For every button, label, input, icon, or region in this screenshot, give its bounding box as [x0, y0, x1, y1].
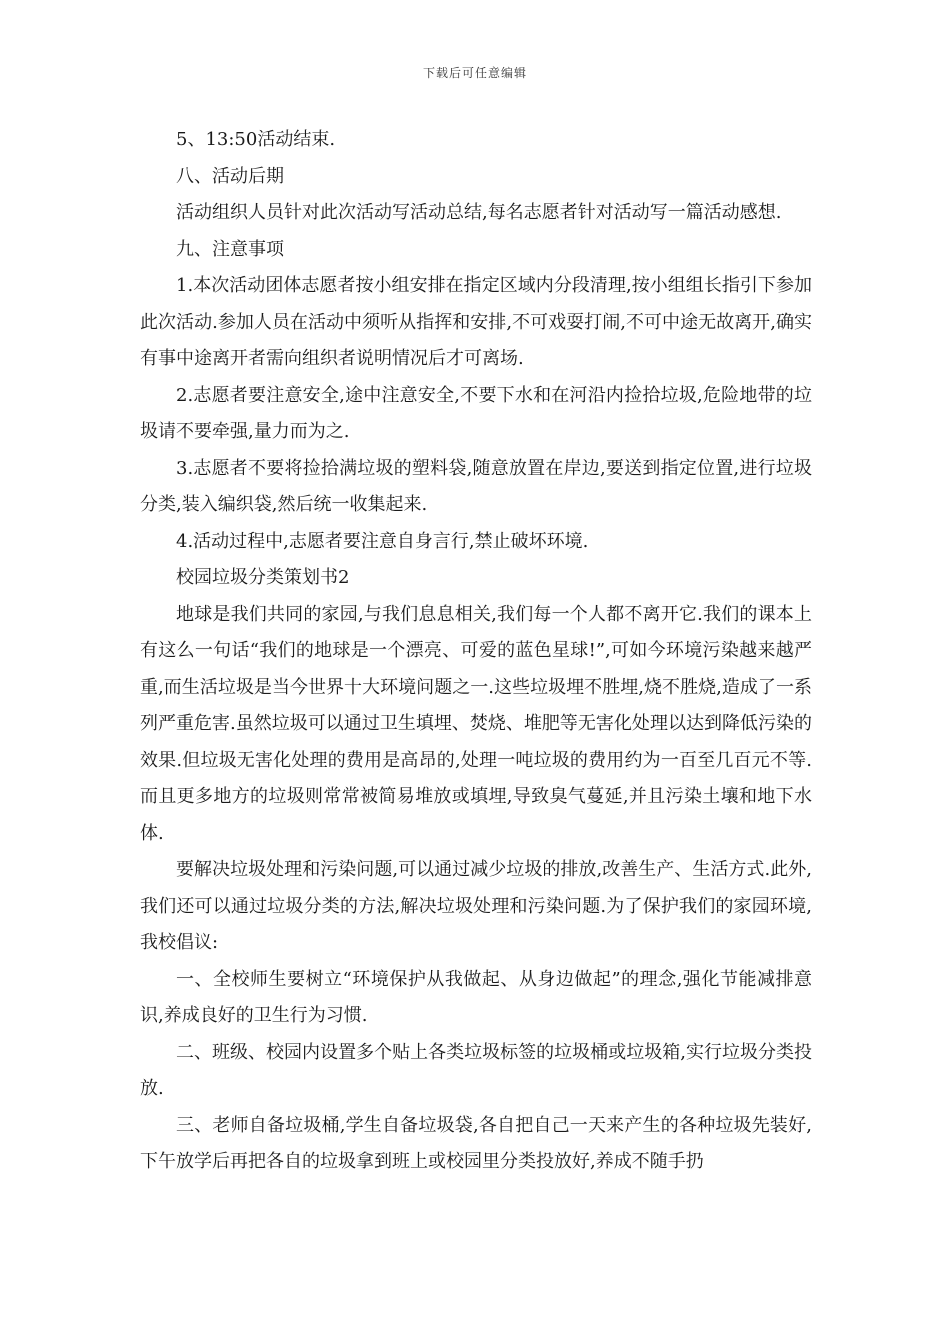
- proposal-item-2: 二、班级、校园内设置多个贴上各类垃圾标签的垃圾桶或垃圾箱,实行垃圾分类投放.: [140, 1041, 812, 1099]
- paragraph-activity-end: 5、13:50活动结束.: [176, 129, 336, 150]
- document-body: [140, 122, 812, 1181]
- proposal-item-3: 三、老师自备垃圾桶,学生自备垃圾袋,各自把自己一天来产生的各种垃圾先装好,下午放学后再把各自的垃圾拿到班上或校园里分类投放好,养成不随手扔: [140, 1114, 812, 1172]
- paragraph-earth: 地球是我们共同的家园,与我们息息相关,我们每一个人都不离开它.我们的课本上有这么一句话“我们的地球是一个漂亮、可爱的蓝色星球!”,可如今环境污染越来越严重,而生活垃圾是当今世界十大环境问题之一.这些垃圾埋不胜埋,烧不胜烧,造成了一系列严重危害.虽然垃圾可以通过卫生填埋、焚烧、堆肥等无害化处理以达到降低污染的效果.但垃圾无害化处理的费用是高昂的,处理一吨垃圾的费用约为一百至几百元不等.而且更多地方的垃圾则常常被简易堆放或填埋,导致臭气蔓延,并且污染土壤和地下水体.: [140, 603, 812, 844]
- section-title: 校园垃圾分类策划书2: [176, 567, 350, 588]
- paragraph-summary: 活动组织人员针对此次活动写活动总结,每名志愿者针对活动写一篇活动感想.: [176, 202, 782, 223]
- page-header-note: 下载后可任意编辑: [422, 66, 527, 80]
- proposal-item-1: 一、全校师生要树立“环境保护从我做起、从身边做起”的理念,强化节能减排意识,养成良好的卫生行为习惯.: [140, 968, 812, 1026]
- note-item-1: 1.本次活动团体志愿者按小组安排在指定区域内分段清理,按小组组长指引下参加此次活动.参加人员在活动中须听从指挥和安排,不可戏耍打闹,不可中途无故离开,确实有事中途离开者需向组织者说明情况后才可离场.: [140, 275, 812, 369]
- heading-notes: 九、注意事项: [176, 238, 284, 260]
- note-item-2: 2.志愿者要注意安全,途中注意安全,不要下水和在河沿内捡拾垃圾,危险地带的垃圾请不要牵强,量力而为之.: [140, 384, 812, 442]
- note-item-4: 4.活动过程中,志愿者要注意自身言行,禁止破坏环境.: [176, 530, 589, 552]
- heading-post-activity: 八、活动后期: [176, 165, 284, 187]
- paragraph-solution: 要解决垃圾处理和污染问题,可以通过减少垃圾的排放,改善生产、生活方式.此外,我们还可以通过垃圾分类的方法,解决垃圾处理和污染问题.为了保护我们的家园环境,我校倡议:: [140, 859, 812, 953]
- note-item-3: 3.志愿者不要将捡拾满垃圾的塑料袋,随意放置在岸边,要送到指定位置,进行垃圾分类,装入编织袋,然后统一收集起来.: [140, 457, 812, 515]
